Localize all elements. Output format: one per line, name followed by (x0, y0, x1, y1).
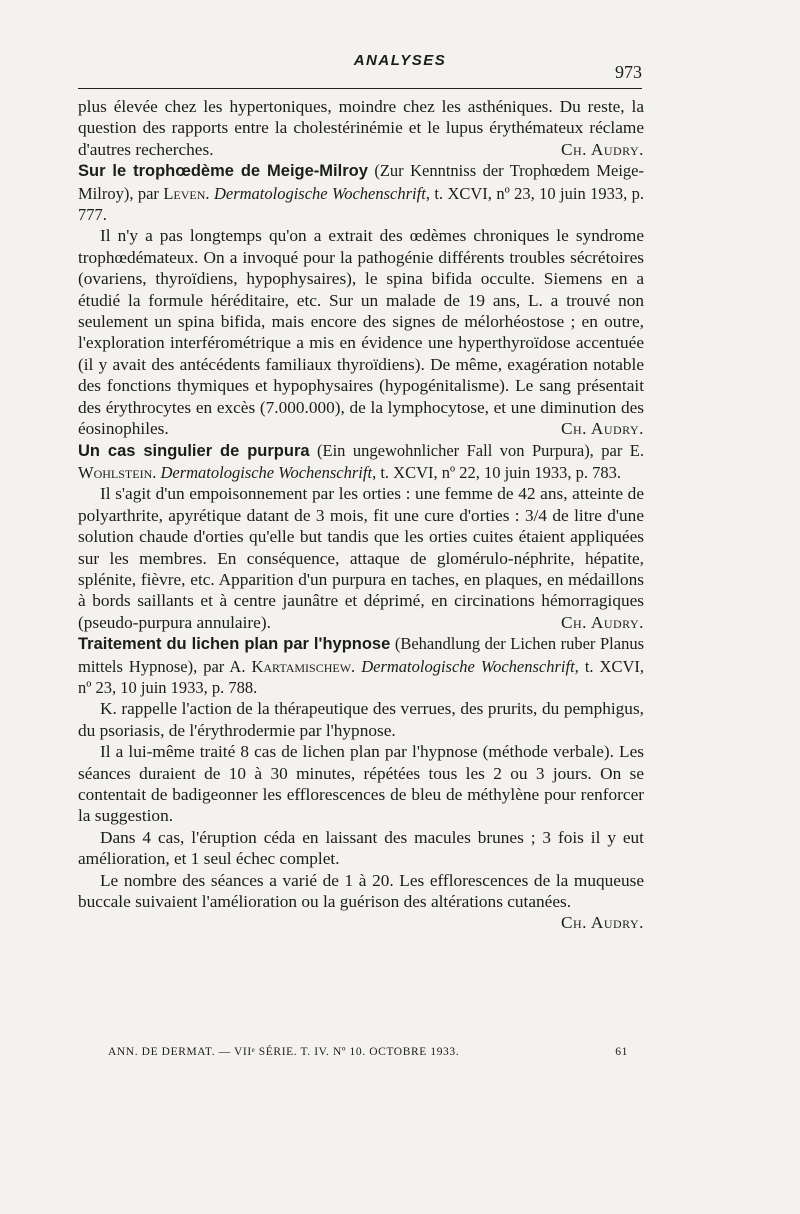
reference-details: , t. XCVI, nº 22, 10 juin 1933, p. 783. (372, 462, 622, 482)
reference-details: , t. XCVI, nº 23, 10 juin 1933, p. 777. (78, 183, 645, 225)
reference-details: , t. XCVI, nº 23, 10 juin 1933, p. 788. (78, 656, 644, 697)
article-heading (78, 440, 644, 484)
reference-separator: . (205, 183, 214, 203)
journal-name: Dermatologische Wochenschrift (160, 462, 373, 482)
footer-citation: ANN. DE DERMAT. — VIIᵉ SÉRIE. T. IV. Nº 10. OCTOBRE 1933. (108, 1046, 460, 1058)
paragraph-text: Il s'agit d'un empoisonnement par les orties : une femme de 42 ans, atteinte de polyarthrite, apyrétique datant de 3 mois, fit une cure d'orties : 3/4 de litre d'une solution chaude d'orties qu'elle but tandis que les orties cuites étaient appliquées sur les membres. En conséquence, attaque de glomérulo-néphrite, hépatite, splénite, fièvre, etc. Apparition d'un purpura en taches, en plaques, en médaillons à bords saillants et à centre jaunâtre et déprimé, en circinations hémorragiques (pseudo-purpura annulaire). (78, 484, 644, 632)
article-heading (78, 633, 644, 698)
article-title: Un cas singulier de purpura (78, 441, 310, 460)
article-paragraph: Dans 4 cas, l'éruption céda en laissant des macules brunes ; 3 fois il y eut amélioration, et 1 seul échec complet. (78, 827, 644, 869)
journal-name: Dermatologische Wochenschrift (213, 183, 426, 203)
author-name: Leven (163, 183, 206, 203)
reference-original-title: (Ein ungewohnlicher Fall von Purpura), par E. (309, 440, 644, 460)
reference-separator: . (351, 656, 362, 676)
signature: Ch. Audry. (560, 419, 644, 439)
author-name: Kartamischew (251, 656, 352, 676)
article-title: Sur le trophœdème de Meige-Milroy (78, 162, 368, 181)
journal-name: Dermatologische Wochenschrift (361, 656, 575, 676)
author-name: Wohlstein (78, 462, 153, 482)
article-title: Traitement du lichen plan par l'hypnose (78, 635, 391, 654)
header-rule (78, 88, 642, 89)
continuation-paragraph (78, 96, 644, 160)
paragraph-text: Il n'y a pas longtemps qu'on a extrait des œdèmes chroniques le syndrome trophœdémateux. On a invoqué pour la pathogénie différents troubles sécrétoires (ovariens, thyroïdiens, hypophysaires), le spina bifida occulte. Siemens en a étudié la formule héréditaire, etc. Sur un malade de 19 ans, L. a trouvé non seulement un spina bifida, mais encore des signes de mélorhéostose ; en outre, l'exploration interférométrique a mis en évidence une hyperthyroïdose accentuée (il y avait des antécédents familiaux thyroïdiens). De même, exagération notable des fonctions thymiques et hypophysaires (hypogénitalisme). Le sang présentait des érythrocytes en excès (7.000.000), de la lymphocytose, et une diminution des éosinophiles. (78, 226, 644, 439)
paragraph-text: Le nombre des séances a varié de 1 à 20. Les efflorescences de la muqueuse buccale suivaient l'amélioration ou la guérison des altérations cutanées. (78, 870, 644, 912)
signature-mark: 61 (615, 1046, 628, 1058)
signature: Ch. Audry. (560, 913, 644, 933)
article-heading (78, 160, 644, 225)
article-paragraph: K. rappelle l'action de la thérapeutique des verrues, des prurits, du pemphigus, du psoriasis, de l'érythrodermie par l'hypnose. (78, 699, 644, 740)
article-paragraph: Il a lui-même traité 8 cas de lichen plan par l'hypnose (méthode verbale). Les séances duraient de 10 à 30 minutes, répétées tous les 2 ou 3 jours. On se contentait de badigeonner les efflorescences de bleu de méthylène pour renforcer la suggestion. (78, 742, 644, 826)
reference-separator: . (152, 462, 161, 482)
page-body (78, 96, 644, 934)
reference-original-title: (Behandlung der Lichen ruber Planus mittels Hypnose), par A. (78, 634, 644, 676)
page-footer (108, 1046, 628, 1058)
page-number: 973 (615, 62, 642, 82)
running-head: ANALYSES (353, 52, 447, 69)
paragraph-text: plus élevée chez les hypertoniques, moindre chez les asthéniques. Du reste, la question des rapports entre la cholestérinémie et le lupus érythémateux réclame d'autres recherches. (78, 97, 644, 159)
signature: Ch. Audry. (560, 139, 644, 159)
article-paragraph (78, 870, 644, 934)
article-paragraph (78, 225, 644, 439)
signature: Ch. Audry. (560, 612, 644, 632)
article-paragraph (78, 483, 644, 633)
reference-original-title: (Zur Kenntniss der Trophœdem Meige-Milroy), par (78, 161, 644, 203)
